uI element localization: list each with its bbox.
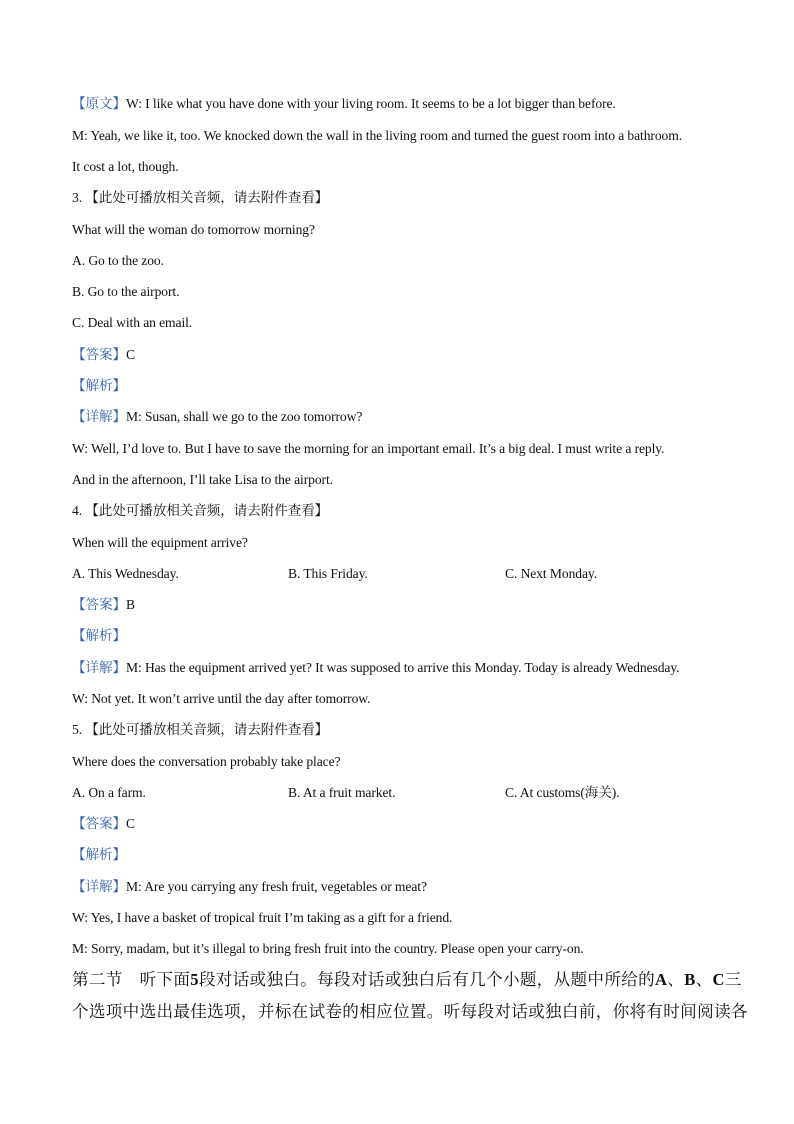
transcript-line [72,96,616,112]
separator: 、 [667,970,685,989]
section-2-text: 三 [724,970,742,989]
section-2-text: 段对话或独白。每段对话或独白后有几个小题，从题中所给的 [198,970,656,989]
q4-option-b: B. This Friday. [288,566,368,581]
q3-heading[interactable]: 3. 【此处可播放相关音频，请去附件查看】 [72,190,329,205]
detail-text: M: Are you carrying any fresh fruit, vegetables or meat? [125,879,427,894]
section-2-count: 5 [190,970,199,989]
q4-answer [72,597,135,613]
q5-heading[interactable]: 5. 【此处可播放相关音频，请去附件查看】 [72,722,329,737]
q4-detail-line: W: Not yet. It won’t arrive until the day after tomorrow. [72,691,371,706]
separator: 、 [695,970,713,989]
q4-option-a: A. This Wednesday. [72,566,179,581]
q5-options [72,785,692,801]
q5-detail-line: M: Sorry, madam, but it’s illegal to bring fresh fruit into the country. Please open your carry-on. [72,941,584,956]
choice-a: A [655,970,668,989]
q5-detail-line: W: Yes, I have a basket of tropical fruit I’m taking as a gift for a friend. [72,910,453,925]
transcript-tag: 【原文】 [72,96,126,111]
q3-detail-line: W: Well, I’d love to. But I have to save the morning for an important email. It’s a big deal. I must write a reply. [72,441,665,456]
q4-options [72,566,692,582]
detail-text: M: Has the equipment arrived yet? It was supposed to arrive this Monday. Today is already Wednesday. [125,660,680,675]
q3-option-b: B. Go to the airport. [72,284,180,299]
choice-c: C [712,970,725,989]
answer-value: C [125,347,135,362]
section-2-instructions-line-2: 个选项中选出最佳选项，并标在试卷的相应位置。听每段对话或独白前，你将有时间阅读各 [72,1002,748,1021]
q4-question: When will the equipment arrive? [72,535,248,550]
q3-option-a: A. Go to the zoo. [72,253,164,268]
q5-option-b: B. At a fruit market. [288,785,396,800]
transcript-text: W: I like what you have done with your living room. It seems to be a lot bigger than before. [125,96,616,111]
answer-value: C [125,816,135,831]
q4-analysis-tag: 【解析】 [72,628,126,643]
q3-answer [72,347,135,363]
q5-analysis-tag: 【解析】 [72,847,126,862]
q5-detail [72,879,427,895]
answer-value: B [125,597,135,612]
q5-option-c: C. At customs(海关). [505,785,620,800]
q5-option-a: A. On a farm. [72,785,146,800]
answer-tag: 【答案】 [72,816,126,831]
section-2-text: 第二节 听下面 [72,970,191,989]
choice-b: B [684,970,696,989]
q3-detail [72,409,362,425]
q5-question: Where does the conversation probably take place? [72,754,341,769]
detail-tag: 【详解】 [72,409,126,424]
transcript-line: It cost a lot, though. [72,159,179,174]
q3-question: What will the woman do tomorrow morning? [72,222,315,237]
section-2-instructions [72,970,742,990]
q3-detail-line: And in the afternoon, I’ll take Lisa to the airport. [72,472,333,487]
q5-answer [72,816,135,832]
q4-option-c: C. Next Monday. [505,566,598,581]
transcript-line: M: Yeah, we like it, too. We knocked down the wall in the living room and turned the guest room into a bathroom. [72,128,683,143]
detail-tag: 【详解】 [72,879,126,894]
detail-text: M: Susan, shall we go to the zoo tomorrow? [125,409,363,424]
q4-detail [72,660,679,676]
q3-option-c: C. Deal with an email. [72,315,193,330]
q3-analysis-tag: 【解析】 [72,378,126,393]
answer-tag: 【答案】 [72,347,126,362]
q4-heading[interactable]: 4. 【此处可播放相关音频，请去附件查看】 [72,503,329,518]
answer-tag: 【答案】 [72,597,126,612]
detail-tag: 【详解】 [72,660,126,675]
